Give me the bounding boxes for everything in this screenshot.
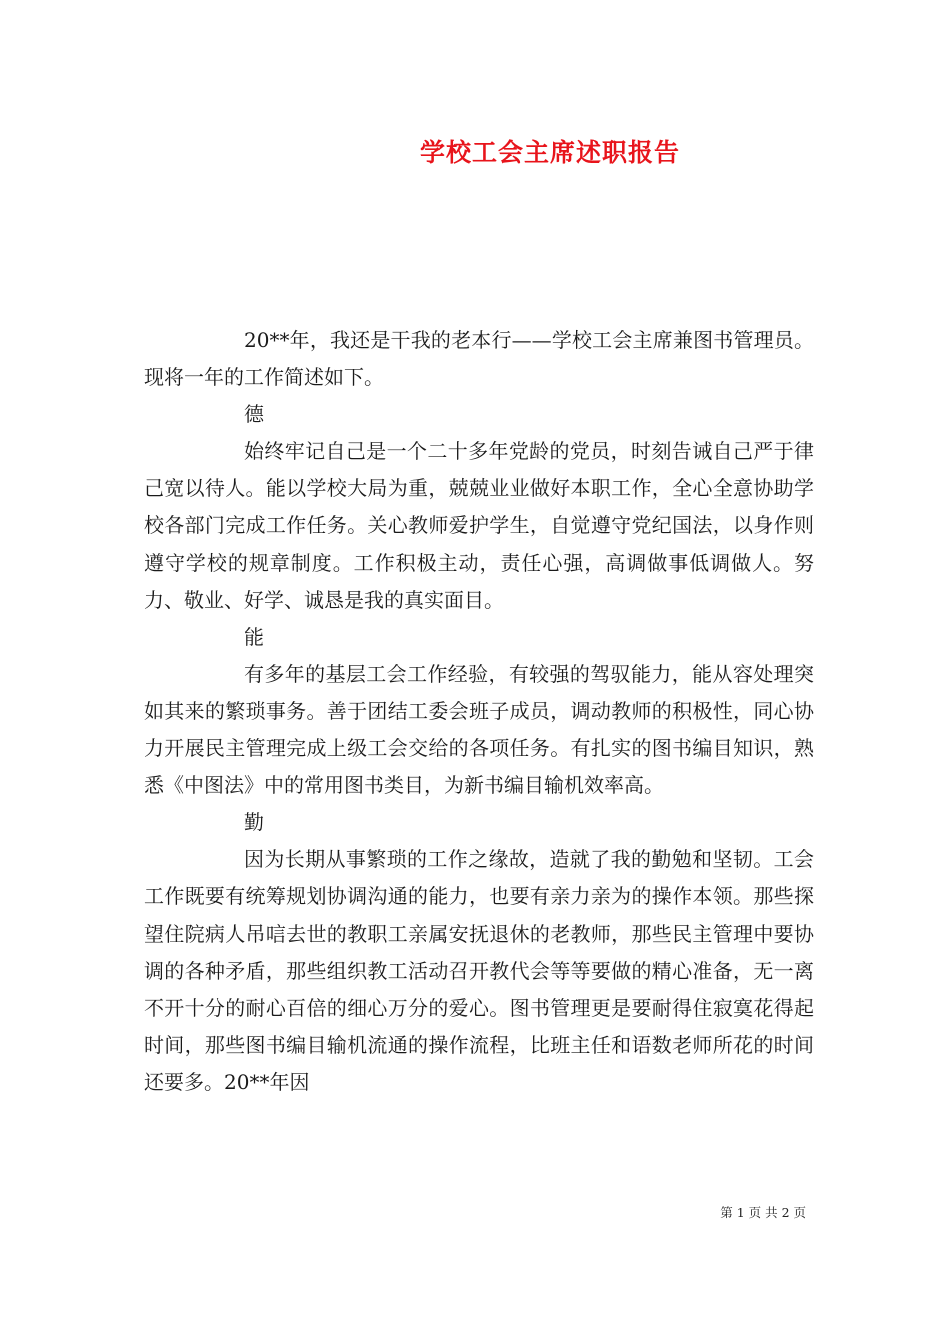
section-paragraph-qin: 因为长期从事繁琐的工作之缘故，造就了我的勤勉和坚韧。工会工作既要有统筹规划协调沟通的能力，也要有亲力亲为的操作本领。那些探望住院病人吊唁去世的教职工亲属安抚退休的老教师，那些民主管理中要协调的各种矛盾，那些组织教工活动召开教代会等等要做的精心准备，无一离不开十分的耐心百倍的细心万分的爱心。图书管理更是要耐得住寂寞花得起时间，那些图书编目输机流通的操作流程，比班主任和语数老师所花的时间还要多。20**年因 <box>144 847 814 1094</box>
document-body <box>144 322 814 1101</box>
section-heading-de: 德 <box>244 402 264 427</box>
intro-paragraph: 20**年，我还是干我的老本行——学校工会主席兼图书管理员。现将一年的工作简述如下。 <box>144 328 814 390</box>
section-heading-neng: 能 <box>244 624 264 649</box>
page-number: 第 1 页 共 2 页 <box>720 1205 806 1220</box>
document-title: 学校工会主席述职报告 <box>419 138 680 167</box>
section-heading-qin: 勤 <box>244 810 264 835</box>
section-paragraph-de: 始终牢记自己是一个二十多年党龄的党员，时刻告诫自己严于律己宽以待人。能以学校大局为重，兢兢业业做好本职工作，全心全意协助学校各部门完成工作任务。关心教师爱护学生，自觉遵守党纪国法，以身作则遵守学校的规章制度。工作积极主动，责任心强，高调做事低调做人。努力、敬业、好学、诚恳是我的真实面目。 <box>144 439 814 612</box>
section-paragraph-neng: 有多年的基层工会工作经验，有较强的驾驭能力，能从容处理突如其来的繁琐事务。善于团结工委会班子成员，调动教师的积极性，同心协力开展民主管理完成上级工会交给的各项任务。有扎实的图书编目知识，熟悉《中图法》中的常用图书类目，为新书编目输机效率高。 <box>144 661 814 798</box>
